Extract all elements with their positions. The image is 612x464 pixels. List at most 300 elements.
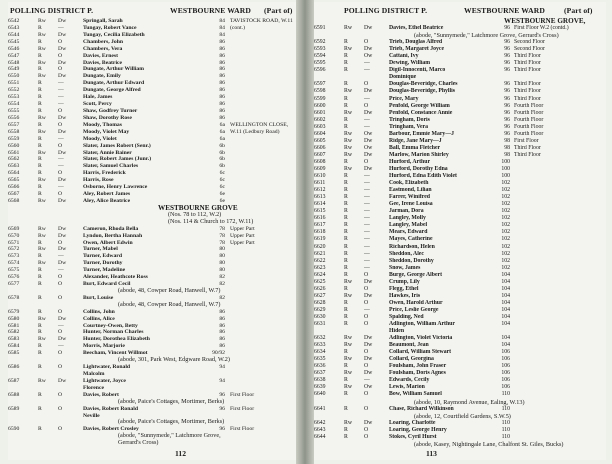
house-number: 104: [501, 313, 510, 320]
elector-number: 6624: [314, 271, 326, 278]
house-number: 6e: [219, 191, 225, 198]
qualification: R: [344, 271, 348, 278]
house-number: 86: [219, 329, 225, 336]
elector-number: 6566: [8, 184, 20, 191]
register-row: [8, 343, 296, 350]
elector-number: 6579: [8, 308, 20, 315]
residence-code: —: [58, 253, 64, 260]
qualification: Rw: [344, 144, 353, 151]
page-header-left: [8, 6, 296, 16]
elector-name: Tungay, Robert Vance: [83, 24, 137, 31]
qualification: R: [344, 391, 348, 398]
register-row: [8, 378, 296, 385]
house-number: 104: [501, 306, 510, 313]
elector-number: 6592: [314, 39, 326, 46]
house-number: 80: [219, 253, 225, 260]
register-row: [314, 53, 606, 60]
house-number: 82: [219, 281, 225, 288]
elector-name: Penfold, Constance Annie: [389, 109, 453, 116]
residence-code: —: [364, 229, 370, 236]
qualification: R: [38, 38, 42, 45]
qualification: Rw: [38, 197, 46, 204]
residence-code: O: [58, 52, 63, 59]
elector-name: Marlow, Marion Shirley: [389, 151, 449, 158]
elector-name: Stokes, Cyril Hurst: [389, 433, 437, 440]
elector-name: Chase, Richard Wilkinson: [389, 405, 454, 412]
house-number: 96: [504, 46, 510, 53]
elector-name: Scott, Percy: [83, 101, 112, 108]
elector-number: 6616: [314, 215, 326, 222]
elector-number: 6572: [8, 246, 20, 253]
register-row: [8, 316, 296, 323]
register-row: [314, 300, 606, 307]
register-row: [314, 131, 606, 138]
house-number: 86: [219, 73, 225, 80]
residence-code: —: [58, 184, 64, 191]
residence-code: —: [58, 163, 64, 170]
register-row: [8, 274, 296, 281]
qualification: Rw: [38, 114, 46, 121]
register-row: [8, 246, 296, 253]
register-row: [314, 307, 606, 314]
qualification: R: [38, 294, 42, 301]
residence-code: O: [58, 107, 63, 114]
elector-number: 6594: [314, 53, 326, 60]
qualification: R: [38, 52, 42, 59]
residence-code: O: [364, 349, 369, 356]
qualification: R: [38, 191, 42, 198]
register-list: [8, 18, 296, 447]
elector-name: Ridge, Jane Mary—J: [389, 137, 442, 144]
elector-number: 6583: [8, 336, 20, 343]
house-number: 86: [219, 322, 225, 329]
house-number: 78: [219, 225, 225, 232]
elector-name: Moody, Thomas: [83, 121, 122, 128]
residence-code: Dw: [364, 88, 373, 95]
elector-number: 6557: [8, 121, 20, 128]
qualification: Rw: [38, 18, 46, 24]
residence-code: O: [58, 121, 63, 128]
elector-number: 6569: [8, 225, 20, 232]
street-name: WESTBOURNE GROVE,: [504, 17, 586, 25]
register-row: [314, 166, 606, 173]
elector-name: Jarman, Dora: [389, 208, 424, 215]
residence-code: Dw: [58, 246, 67, 253]
house-number: 104: [501, 278, 510, 285]
elector-number: 6627: [314, 292, 326, 299]
house-number: 86: [219, 308, 225, 315]
house-number: 86: [219, 80, 225, 87]
elector-name: Cattani, Ivy: [389, 53, 419, 60]
house-number: 96: [504, 102, 510, 109]
elector-number: 6597: [314, 81, 326, 88]
ward-part: (Part of): [264, 6, 293, 15]
house-number: 104: [501, 342, 510, 349]
street-name: WESTBOURNE GROVE: [158, 203, 238, 212]
house-number: 98: [504, 137, 510, 144]
house-number: 110: [501, 433, 510, 440]
residence-code: Ow: [364, 130, 373, 137]
elector-name: Edwards, Cecily: [389, 377, 430, 384]
residence-code: Dw: [364, 356, 373, 363]
house-number: 80: [219, 260, 225, 267]
elector-name: Richardson, Helen: [389, 243, 435, 250]
note-text: (Nos. 78 to 112, W.2): [168, 210, 222, 218]
elector-name: Chambers, John: [83, 38, 124, 45]
residence-code: —: [364, 116, 370, 123]
residence-code: Dw: [364, 137, 373, 144]
register-row: [314, 229, 606, 236]
register-row: [314, 81, 606, 88]
address-detail: TAVISTOCK ROAD, W.11: [230, 18, 293, 24]
elector-name: Burt, Edward Cecil: [83, 281, 131, 288]
elector-number: 6596: [314, 67, 326, 74]
residence-code: —: [58, 322, 64, 329]
elector-number: 6618: [314, 229, 326, 236]
elector-number: 6607: [314, 151, 326, 158]
house-number: 78: [219, 232, 225, 239]
qualification: R: [344, 306, 348, 313]
house-number: 106: [501, 349, 510, 356]
house-number: 84: [219, 24, 225, 31]
note-text: (abode, 12, Courtfield Gardens, S.W.5): [414, 412, 511, 420]
register-row: [314, 391, 606, 398]
house-number: 86: [219, 101, 225, 108]
qualification: Rw: [344, 46, 353, 53]
qualification: R: [38, 253, 42, 260]
elector-name: Slater, James Robert (Senr.): [83, 142, 151, 149]
house-number: 110: [501, 419, 510, 426]
residence-code: —: [364, 180, 370, 187]
elector-name: Lightwater, Ronald: [83, 364, 131, 371]
elector-number: 6630: [314, 313, 326, 320]
qualification: R: [344, 250, 348, 257]
ward-title: WESTBOURNE WARD: [464, 6, 545, 15]
elector-number: 6610: [314, 173, 326, 180]
qualification: R: [344, 208, 348, 215]
residence-code: —: [58, 343, 64, 350]
house-number: 86: [219, 94, 225, 101]
house-number: 90/92: [212, 350, 225, 357]
residence-code: Dw: [364, 335, 373, 342]
elector-name: Tungay, Cecilia Elizabeth: [83, 31, 145, 38]
register-row: [8, 240, 296, 247]
elector-number: 6577: [8, 281, 20, 288]
residence-code: —: [58, 94, 64, 101]
elector-name: Mears, Edward: [389, 229, 428, 236]
residence-code: —: [58, 101, 64, 108]
elector-number: 6632: [314, 335, 326, 342]
note-text: (abode, Kasey, Nightingale Lane, Chalfont St. Giles, Bucks): [414, 440, 564, 448]
note-text: (abode, 10, Raymond Avenue, Ealing, W.13): [414, 398, 525, 406]
address-detail: First Floor: [230, 405, 255, 412]
elector-name: Cameron, Rhoda Bella: [83, 225, 139, 232]
elector-number: 6644: [314, 433, 326, 440]
elector-number: 6560: [8, 142, 20, 149]
elector-name: Osborne, Henry Lawrence: [83, 184, 148, 191]
house-number: 96: [219, 391, 225, 398]
qualification: R: [344, 60, 348, 67]
elector-number: 6582: [8, 329, 20, 336]
elector-name: Malcolm: [83, 371, 105, 378]
register-row: [314, 236, 606, 243]
qualification: R: [38, 184, 42, 191]
qualification: R: [38, 94, 42, 101]
elector-number: 6598: [314, 88, 326, 95]
house-number: 102: [501, 201, 510, 208]
house-number: 80: [219, 246, 225, 253]
elector-name: Beaumont, Jean: [389, 342, 429, 349]
residence-code: O: [364, 158, 369, 165]
note-text: (abode, Paice's Cottages, Mortimer, Berks): [118, 418, 225, 426]
register-row: [8, 198, 296, 205]
residence-code: O: [58, 426, 63, 433]
residence-code: Dw: [58, 260, 67, 267]
elector-number: 6544: [8, 31, 20, 38]
qualification: Rw: [38, 336, 46, 343]
qualification: Rw: [344, 165, 353, 172]
elector-number: 6571: [8, 239, 20, 246]
elector-number: 6603: [314, 123, 326, 130]
house-number: 96: [504, 53, 510, 60]
house-number: 104: [501, 299, 510, 306]
residence-code: —: [364, 201, 370, 208]
register-row: [314, 244, 606, 251]
elector-number: 6562: [8, 156, 20, 163]
elector-name: Snow, James: [389, 264, 421, 271]
register-row: [8, 115, 296, 122]
register-row: [8, 39, 296, 46]
house-number: 86: [219, 87, 225, 94]
register-row: [8, 129, 296, 136]
house-number: 104: [501, 321, 510, 328]
house-number: 102: [501, 229, 510, 236]
house-number: 110: [501, 426, 510, 433]
qualification: R: [344, 229, 348, 236]
page-left: [8, 2, 296, 460]
house-number: 102: [501, 222, 510, 229]
register-row: [8, 108, 296, 115]
elector-name: Hawkes, Iris: [389, 292, 421, 299]
residence-code: O: [364, 313, 369, 320]
register-row: [314, 406, 606, 413]
qualification: R: [344, 264, 348, 271]
register-row: [8, 336, 296, 343]
residence-code: O: [364, 271, 369, 278]
qualification: R: [344, 426, 348, 433]
elector-number: 6563: [8, 163, 20, 170]
qualification: R: [38, 66, 42, 73]
residence-code: —: [364, 377, 370, 384]
house-number: 102: [501, 208, 510, 215]
elector-number: 6595: [314, 60, 326, 67]
qualification: Rw: [344, 278, 353, 285]
qualification: R: [344, 102, 348, 109]
elector-number: 6581: [8, 322, 20, 329]
qualification: R: [38, 107, 42, 114]
elector-name: Collard, Georgina: [389, 356, 434, 363]
elector-name: Hunter, Dorothea Elizabeth: [83, 336, 150, 343]
elector-name: Moody, Violet: [83, 135, 117, 142]
elector-number: 6564: [8, 170, 20, 177]
qualification: Rw: [344, 384, 353, 391]
residence-code: O: [364, 81, 369, 88]
register-row: [314, 314, 606, 321]
elector-number: 6622: [314, 257, 326, 264]
residence-code: —: [364, 257, 370, 264]
house-number: 6b: [219, 142, 225, 149]
residence-code: O: [58, 329, 63, 336]
residence-code: Dw: [58, 225, 67, 232]
register-row: [8, 150, 296, 157]
elector-name: Hurford, Edna Edith Violet: [389, 173, 457, 180]
qualification: R: [344, 53, 348, 60]
address-detail: Third Floor: [514, 144, 541, 151]
elector-number: 6555: [8, 107, 20, 114]
note-text: (abode, 48, Cowper Road, Hanwell, W.7): [118, 300, 221, 308]
address-detail: Fourth Floor: [514, 123, 544, 130]
elector-name: Owen, Albert Edwin: [83, 239, 133, 246]
abode-note: [8, 399, 296, 406]
elector-number: 6611: [314, 180, 326, 187]
house-number: 104: [501, 292, 510, 299]
register-row: [314, 251, 606, 258]
district-title: POLLING DISTRICT P.: [10, 6, 94, 15]
elector-number: 6642: [314, 419, 326, 426]
elector-name: Cook, Elizabeth: [389, 180, 429, 187]
house-number: 6c: [219, 177, 225, 184]
register-row: [314, 145, 606, 152]
residence-code: Ow: [364, 384, 373, 391]
house-number: 6e: [219, 197, 225, 204]
register-row: [8, 53, 296, 60]
elector-number: 6626: [314, 285, 326, 292]
register-row: [8, 156, 296, 163]
house-number: 106: [501, 370, 510, 377]
book-gutter: [296, 0, 314, 464]
qualification: R: [344, 187, 348, 194]
residence-code: O: [364, 363, 369, 370]
elector-number: 6593: [314, 46, 326, 53]
register-row: [314, 96, 606, 103]
house-number: 86: [219, 107, 225, 114]
house-number: 106: [501, 384, 510, 391]
register-row: [314, 328, 606, 335]
elector-name: Dungate, Arthur William: [83, 66, 144, 73]
qualification: Rw: [38, 149, 46, 156]
elector-name: Langley, Molly: [389, 215, 426, 222]
register-row: [8, 66, 296, 73]
residence-code: —: [364, 222, 370, 229]
elector-name: Tringham, Vera: [389, 123, 428, 130]
register-row: [314, 222, 606, 229]
register-row: [8, 267, 296, 274]
elector-name: Harris, Frederick: [83, 170, 126, 177]
house-number: 82: [219, 294, 225, 301]
abode-note: [8, 302, 296, 309]
residence-code: Dw: [58, 232, 67, 239]
house-number: 6a: [219, 135, 225, 142]
register-row: [314, 363, 606, 370]
house-number: 98: [504, 144, 510, 151]
elector-name: Morris, Marjorie: [83, 343, 125, 350]
note-text: (abode, 301, Park West, Edgware Road, W.2): [118, 356, 230, 364]
residence-code: Dw: [58, 114, 67, 121]
qualification: R: [38, 267, 42, 274]
elector-number: 6638: [314, 377, 326, 384]
qualification: R: [38, 308, 42, 315]
elector-number: 6636: [314, 363, 326, 370]
elector-name: Courtney-Owen, Betty: [83, 322, 138, 329]
district-title: POLLING DISTRICT P.: [344, 6, 428, 15]
elector-name: Collard, William Stewart: [389, 349, 452, 356]
qualification: R: [344, 95, 348, 102]
qualification: R: [38, 322, 42, 329]
qualification: R: [344, 180, 348, 187]
abode-note: [8, 288, 296, 295]
residence-code: —: [364, 194, 370, 201]
register-row: [314, 88, 606, 95]
house-number: 104: [501, 335, 510, 342]
register-row: [8, 46, 296, 53]
residence-code: —: [58, 80, 64, 87]
elector-name: Aley, Alice Beatrice: [83, 197, 131, 204]
elector-number: 6602: [314, 116, 326, 123]
house-number: 96: [504, 116, 510, 123]
house-number: 102: [501, 187, 510, 194]
elector-name: Alexander, Heathcote Ross: [83, 274, 148, 281]
qualification: R: [344, 405, 348, 412]
elector-name: Turner, Mabel: [83, 246, 118, 253]
house-number: 102: [501, 257, 510, 264]
elector-name: Neville: [83, 412, 100, 419]
house-number: 78: [219, 239, 225, 246]
elector-number: 6604: [314, 130, 326, 137]
qualification: R: [38, 170, 42, 177]
elector-name: Davies, Beatrice: [83, 59, 123, 66]
house-number: 96: [504, 60, 510, 67]
house-number: 110: [501, 405, 510, 412]
elector-number: 6634: [314, 349, 326, 356]
residence-code: —: [58, 87, 64, 94]
house-number: 6b: [219, 156, 225, 163]
register-row: [314, 286, 606, 293]
elector-number: 6549: [8, 66, 20, 73]
house-number: 80: [219, 267, 225, 274]
abode-note: [314, 441, 606, 448]
house-number: 102: [501, 243, 510, 250]
elector-name: Burge, George Albert: [389, 271, 442, 278]
elector-name: Bow, William Samuel: [389, 391, 442, 398]
elector-name: Digil-Innocenti, Marco: [389, 67, 446, 74]
qualification: R: [38, 142, 42, 149]
note-text: (abode, "Sunnymede," Latchmore Grove, Gerrard's Cross): [414, 32, 559, 40]
residence-code: O: [364, 426, 369, 433]
address-detail: First Floor: [514, 137, 539, 144]
elector-number: 6640: [314, 391, 326, 398]
house-number: 100: [501, 158, 510, 165]
elector-number: 6589: [8, 405, 20, 412]
ward-title: WESTBOURNE WARD: [170, 6, 251, 15]
elector-number: 6586: [8, 364, 20, 371]
elector-name: Loaring, George Henry: [389, 426, 447, 433]
register-row: [314, 377, 606, 384]
register-row: [314, 342, 606, 349]
register-row: [8, 184, 296, 191]
residence-code: Dw: [364, 370, 373, 377]
qualification: Rw: [38, 31, 46, 38]
house-number: 94: [219, 364, 225, 371]
